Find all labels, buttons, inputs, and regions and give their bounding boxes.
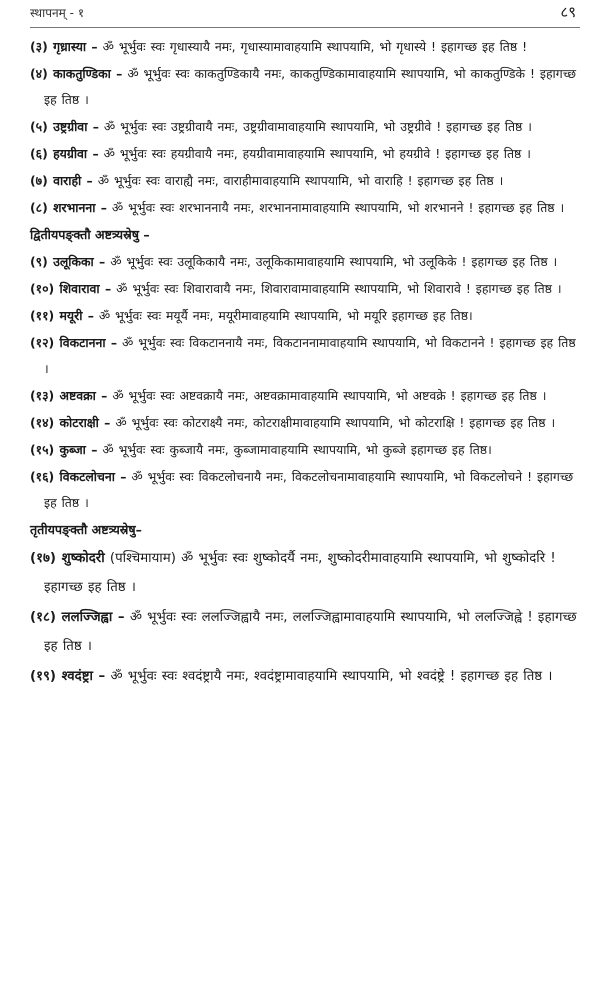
entry-text: ॐ भूर्भुवः स्वः मयूर्यै नमः, मयूरीमावाहयामि स्थापयामि, भो मयूरि इहागच्छ इह तिष्ठ। — [98, 308, 473, 323]
entry-label: (६) हयग्रीवा – — [30, 146, 99, 161]
entry-text: ॐ भूर्भुवः स्वः शिवारावायै नमः, शिवारावामावाहयामि स्थापयामि, भो शिवारावे ! इहागच्छ इह तिष्ठ । — [116, 281, 562, 296]
running-header: स्थापनम् - १ — [30, 6, 85, 20]
mantra-entry — [30, 276, 580, 302]
entry-label: (३) गृध्रास्या – — [30, 39, 98, 54]
mantra-entry — [30, 249, 580, 275]
entry-label: (१६) विकटलोचना – — [30, 469, 127, 484]
entry-label: (१२) विकटानना – — [30, 335, 118, 350]
mantra-entry — [30, 603, 580, 661]
entry-text: ॐ भूर्भुवः स्वः विकटाननायै नमः, विकटाननामावाहयामि स्थापयामि, भो विकटानने ! इहागच्छ इह तिष्ठ । — [44, 335, 576, 376]
mantra-entry — [30, 330, 580, 382]
entry-text: ॐ भूर्भुवः स्वः ललज्जिह्वायै नमः, ललज्जिह्वामावाहयामि स्थापयामि, भो ललज्जिह्वे ! इहागच्छ इह तिष्ठ । — [44, 610, 577, 654]
entry-label: (१०) शिवारावा – — [30, 281, 112, 296]
entry-text: ॐ भूर्भुवः स्वः शरभाननायै नमः, शरभाननामावाहयामि स्थापयामि, भो शरभानने ! इहागच्छ इह तिष्ठ । — [111, 200, 565, 215]
entry-text: ॐ भूर्भुवः स्वः श्वदंष्ट्रायै नमः, श्वदंष्ट्रामावाहयामि स्थापयामि, भो श्वदंष्ट्रे ! इहागच्छ इह तिष्ठ । — [110, 669, 553, 684]
mantra-entry — [30, 410, 580, 436]
mantra-entry — [30, 195, 580, 221]
entry-label: (७) वाराही – — [30, 173, 93, 188]
mantra-entry — [30, 437, 580, 463]
entry-label: (१३) अष्टवक्रा – — [30, 388, 108, 403]
mantra-entry — [30, 544, 580, 602]
page-number: ८९ — [560, 3, 576, 21]
mantra-entry — [30, 464, 580, 516]
entry-text: ॐ भूर्भुवः स्वः गृधास्यायै नमः, गृधास्यामावाहयामि स्थापयामि, भो गृधास्ये ! इहागच्छ इह तिष्ठ ! — [102, 39, 528, 54]
mantra-entry — [30, 168, 580, 194]
entry-text: ॐ भूर्भुवः स्वः उष्ट्रग्रीवायै नमः, उष्ट्रग्रीवामावाहयामि स्थापयामि, भो उष्ट्रग्रीवे ! इहागच्छ इह तिष्ठ । — [103, 119, 532, 134]
mantra-entry — [30, 61, 580, 113]
entry-label: (९) उलूकिका – — [30, 254, 106, 269]
mantra-entry — [30, 141, 580, 167]
header-rule — [30, 27, 580, 28]
entry-text: ॐ भूर्भुवः स्वः काकतुण्डिकायै नमः, काकतुण्डिकामावाहयामि स्थापयामि, भो काकतुण्डिके ! इहागच्छ इह तिष्ठ । — [44, 66, 576, 107]
section-heading: द्वितीयपङ्क्तौ अष्टत्र्यस्रेषु – — [30, 227, 150, 242]
entry-text: ॐ भूर्भुवः स्वः अष्टवक्रायै नमः, अष्टवक्रामावाहयामि स्थापयामि, भो अष्टवक्रे ! इहागच्छ इह तिष्ठ । — [112, 388, 547, 403]
mantra-entry — [30, 662, 580, 691]
entry-text: ॐ भूर्भुवः स्वः हयग्रीवायै नमः, हयग्रीवामावाहयामि स्थापयामि, भो हयग्रीवे ! इहागच्छ इह तिष्ठ । — [103, 146, 531, 161]
entry-label: (१७) शुष्कोदरी — [30, 551, 105, 566]
entry-label: (८) शरभानना – — [30, 200, 107, 215]
entry-label: (१९) श्वदंष्ट्रा – — [30, 669, 106, 684]
entry-label: (१४) कोटराक्षी – — [30, 415, 111, 430]
entry-label: (११) मयूरी – — [30, 308, 94, 323]
entry-label: (५) उष्ट्रग्रीवा – — [30, 119, 99, 134]
section-heading: तृतीयपङ्क्तौ अष्टत्र्यस्रेषु– — [30, 522, 142, 537]
entry-label: (४) काकतुण्डिका – — [30, 66, 123, 81]
entry-label: (१५) कुब्जा – — [30, 442, 98, 457]
entry-label: (१८) ललज्जिह्वा – — [30, 610, 125, 625]
mantra-entry — [30, 383, 580, 409]
entry-text: (पश्चिमायाम) ॐ भूर्भुवः स्वः शुष्कोदर्यै नमः, शुष्कोदरीमावाहयामि स्थापयामि, भो शुष्कोदरि ! इहागच्छ इह तिष्ठ । — [44, 551, 556, 595]
mantra-entry — [30, 303, 580, 329]
entry-text: ॐ भूर्भुवः स्वः उलूकिकायै नमः, उलूकिकामावाहयामि स्थापयामि, भो उलूकिके ! इहागच्छ इह तिष्ठ । — [110, 254, 558, 269]
entry-text: ॐ भूर्भुवः स्वः कोटराक्ष्यै नमः, कोटराक्षीमावाहयामि स्थापयामि, भो कोटराक्षि ! इहागच्छ इह तिष्ठ । — [115, 415, 556, 430]
entry-text: ॐ भूर्भुवः स्वः कुब्जायै नमः, कुब्जामावाहयामि स्थापयामि, भो कुब्जे इहागच्छ इह तिष्ठ। — [102, 442, 492, 457]
mantra-entry — [30, 114, 580, 140]
entry-text: ॐ भूर्भुवः स्वः विकटलोचनायै नमः, विकटलोचनामावाहयामि स्थापयामि, भो विकटलोचने ! इहागच्छ इह तिष्ठ । — [44, 469, 574, 510]
mantra-entry — [30, 34, 580, 60]
entry-text: ॐ भूर्भुवः स्वः वाराह्यै नमः, वाराहीमावाहयामि स्थापयामि, भो वाराहि ! इहागच्छ इह तिष्ठ । — [97, 173, 504, 188]
page-header — [30, 0, 580, 34]
